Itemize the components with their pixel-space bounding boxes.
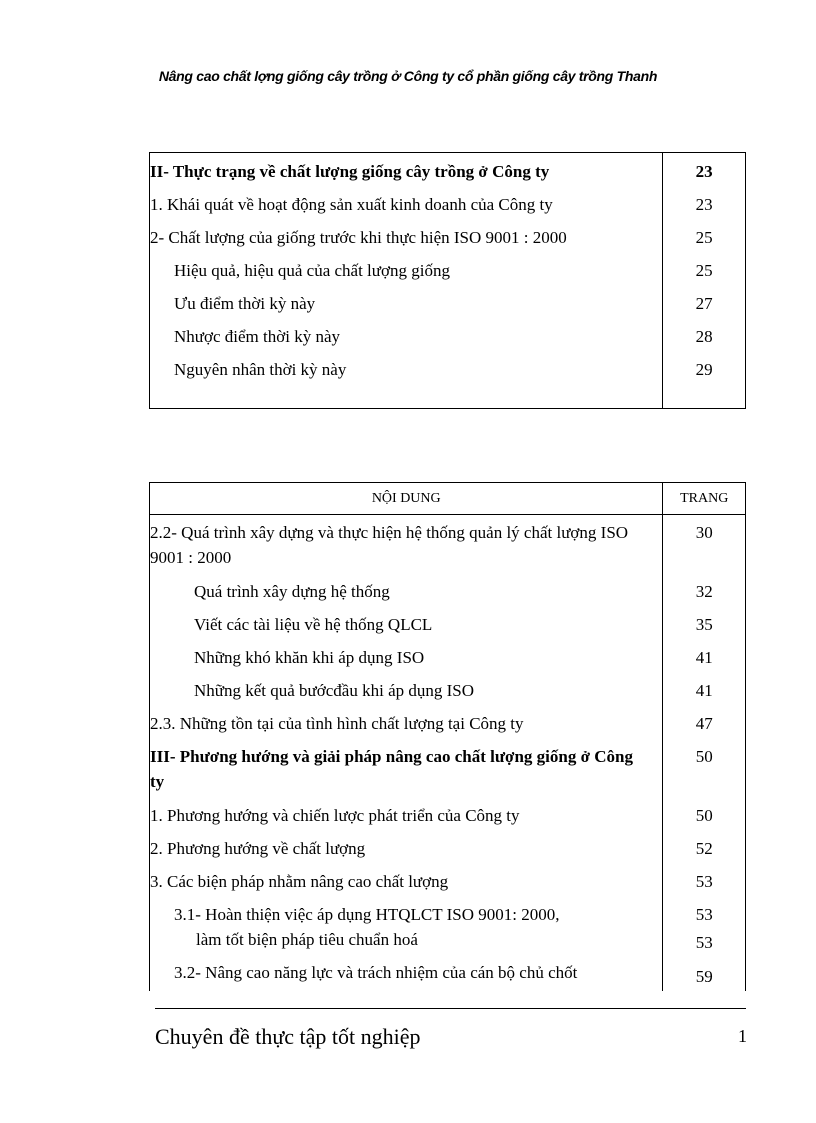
toc-entry-text: Những khó khăn khi áp dụng ISO <box>150 637 663 670</box>
table-row <box>150 153 746 185</box>
toc-entry-text: Nhược điểm thời kỳ này <box>150 316 663 349</box>
toc-entry-page: 41 <box>663 670 746 703</box>
toc-entry-text: 1. Phương hướng và chiến lược phát triển của Công ty <box>150 794 663 828</box>
column-header-page: TRANG <box>663 483 746 515</box>
toc-entry-line: làm tốt biện pháp tiêu chuẩn hoá <box>196 930 418 949</box>
toc-entry-text: 3. Các biện pháp nhằm nâng cao chất lượng <box>150 861 663 894</box>
table-row <box>150 670 746 703</box>
toc-entry-page: 32 <box>663 570 746 604</box>
toc-entry-page: 25 <box>663 250 746 283</box>
table-row <box>150 570 746 604</box>
table-row <box>150 349 746 409</box>
table-row <box>150 283 746 316</box>
toc-entry-text: Ưu điểm thời kỳ này <box>150 283 663 316</box>
toc-entry-text: Quá trình xây dựng hệ thống <box>150 570 663 604</box>
toc-entry-text: 3.2- Nâng cao năng lực và trách nhiệm của cán bộ chủ chốt <box>150 955 663 991</box>
toc-entry-page: 29 <box>663 349 746 409</box>
table-row <box>150 604 746 637</box>
toc-entry-page: 28 <box>663 316 746 349</box>
toc-entry-page: 50 <box>663 794 746 828</box>
column-header-content: NỘI DUNG <box>150 483 663 515</box>
toc-entry-page: 27 <box>663 283 746 316</box>
table-row <box>150 955 746 991</box>
toc-table-main <box>149 482 746 991</box>
toc-entry-page: 23 <box>663 153 746 185</box>
toc-entry-page: 53 <box>695 933 713 952</box>
toc-entry-page: 59 <box>663 955 746 991</box>
footer-divider <box>155 1008 746 1009</box>
toc-entry-text: 2.2- Quá trình xây dựng và thực hiện hệ thống quản lý chất lượng ISO 9001 : 2000 <box>150 515 663 571</box>
toc-entry-page: 23 <box>663 184 746 217</box>
table-row <box>150 184 746 217</box>
toc-entry-page: 52 <box>663 828 746 861</box>
toc-entry-page: 53 <box>663 861 746 894</box>
table-row <box>150 828 746 861</box>
toc-entry-page: 50 <box>663 736 746 794</box>
table-row <box>150 637 746 670</box>
table-row <box>150 894 746 955</box>
table-row <box>150 316 746 349</box>
toc-entry-page: 53 <box>695 905 713 924</box>
toc-entry-page-multiline <box>663 894 746 955</box>
toc-table-top <box>149 152 746 409</box>
toc-entry-text: 2. Phương hướng về chất lượng <box>150 828 663 861</box>
table-row <box>150 250 746 283</box>
page-number: 1 <box>738 1026 747 1046</box>
toc-entry-page: 47 <box>663 703 746 736</box>
toc-entry-text: 1. Khái quát về hoạt động sản xuất kinh doanh của Công ty <box>150 184 663 217</box>
toc-entry-page: 41 <box>663 637 746 670</box>
toc-entry-text: 2.3. Những tồn tại của tình hình chất lượng tại Công ty <box>150 703 663 736</box>
toc-entry-line: 3.1- Hoàn thiện việc áp dụng HTQLCT ISO 9001: 2000, <box>174 905 560 924</box>
toc-entry-text: III- Phương hướng và giải pháp nâng cao chất lượng giống ở Công ty <box>150 736 663 794</box>
toc-entry-page: 30 <box>663 515 746 571</box>
table-row <box>150 217 746 250</box>
toc-entry-text: Nguyên nhân thời kỳ này <box>150 349 663 409</box>
toc-entry-page: 25 <box>663 217 746 250</box>
table-row <box>150 703 746 736</box>
table-row <box>150 794 746 828</box>
toc-entry-text-multiline <box>150 894 663 955</box>
toc-entry-text: II- Thực trạng về chất lượng giống cây trồng ở Công ty <box>150 153 663 185</box>
toc-entry-page: 35 <box>663 604 746 637</box>
table-row <box>150 736 746 794</box>
table-row <box>150 515 746 571</box>
toc-entry-text: Viết các tài liệu về hệ thống QLCL <box>150 604 663 637</box>
footer-title: Chuyên đề thực tập tốt nghiệp <box>155 1024 421 1049</box>
toc-entry-text: Hiệu quả, hiệu quả của chất lượng giống <box>150 250 663 283</box>
running-header: Nâng cao chất lợng giống cây trồng ở Công ty cổ phần giống cây trồng Thanh <box>158 68 658 84</box>
toc-entry-text: 2- Chất lượng của giống trước khi thực hiện ISO 9001 : 2000 <box>150 217 663 250</box>
toc-entry-text: Những kết quả bướcđầu khi áp dụng ISO <box>150 670 663 703</box>
table-row <box>150 861 746 894</box>
table-header-row <box>150 483 746 515</box>
